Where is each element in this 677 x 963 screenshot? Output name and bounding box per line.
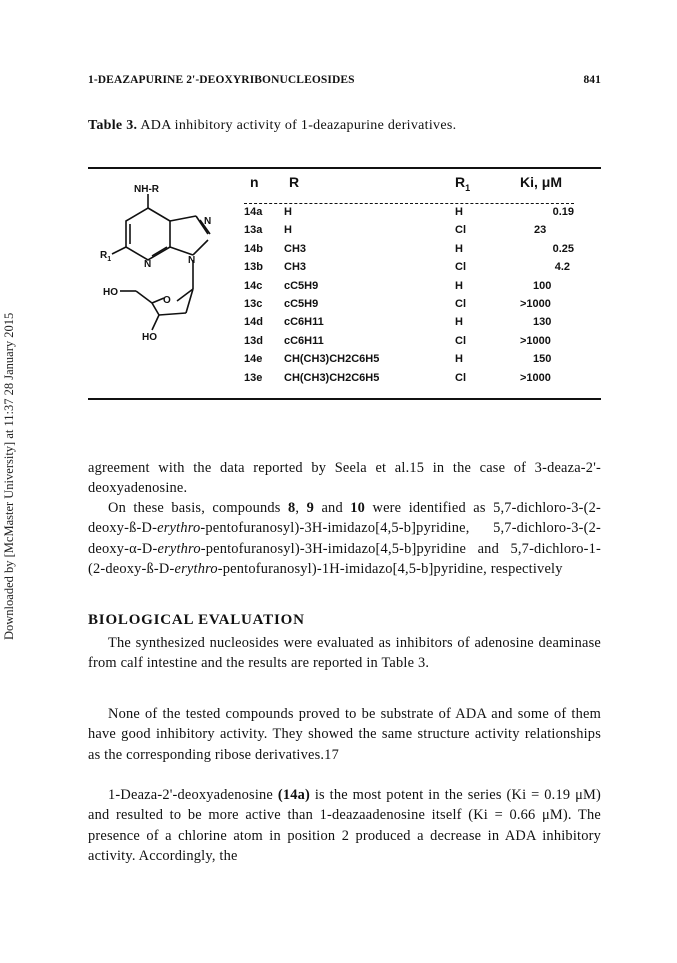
structure-drawing [100,178,250,358]
cell-r: CH(CH3)CH2C6H5 [284,371,380,384]
cell-ki: 23 [534,224,547,237]
table-row [244,353,574,371]
table-row [244,280,574,298]
cell-n: 13b [244,261,263,274]
cell-n: 13c [244,297,263,310]
cell-ki: 0.19 [552,206,574,218]
paragraph-substrate [88,704,601,765]
cell-r: H [284,206,292,218]
n7-label: N [204,216,212,227]
cell-r: H [284,224,292,237]
cell-r: cC6H11 [284,334,324,347]
cell-r: cC5H9 [284,297,319,310]
paragraph-text: The synthesized nucleosides were evaluated as inhibitors of adenosine deaminase from calf intestine and the results are reported in Table 3. [88,635,601,672]
ho-3prime-label: HO [142,332,157,343]
page-number: 841 [583,74,601,86]
table-bottom-rule [88,398,601,400]
table-row [244,224,574,242]
cell-n: 14a [244,206,263,218]
paragraph-continuation [88,458,601,499]
cell-n: 13d [244,334,263,347]
cell-r1: H [455,206,463,218]
table-caption-text: ADA inhibitory activity of 1-deazapurine derivatives. [140,118,457,133]
table-caption [88,118,456,134]
cell-ki: >1000 [520,334,551,347]
cell-ki: 130 [533,316,552,329]
paragraph-evaluation [88,633,601,674]
table-row [244,372,574,390]
table-row [244,206,574,224]
running-head [88,74,601,92]
cell-r1: H [455,279,463,292]
cell-r1: Cl [455,261,466,274]
cell-n: 14e [244,353,263,366]
paragraph-potency [88,785,601,866]
table-row [244,335,574,353]
col-header-r1: $R_1$ [455,174,471,193]
cell-ki: 4.2 [554,261,570,274]
cell-n: 13a [244,224,263,237]
cell-ki: 150 [533,353,552,366]
paragraph-body: On these basis, compounds 8, 9 and 10 were identified as 5,7-dichloro-3-(2-deoxy-ß-D-erythro-pentofuranosyl)-3H-imidazo[4,5-b]pyridine, 5,7-dichloro-3-(2-deoxy-α-D-erythro-pentofuranosyl)-3H-imidazo[4,5-b]pyridine and 5,7-dichloro-1-(2-deoxy-ß-D-erythro-pentofuranosyl)-1H-imidazo[4,5-b]pyridine, respectively [88,500,601,577]
cell-r1: Cl [455,297,466,310]
cell-r1: Cl [455,371,466,384]
cell-n: 14c [244,279,263,292]
cell-n: 14b [244,242,263,255]
cell-r1: H [455,316,463,329]
table-row [244,261,574,279]
table-row [244,243,574,261]
paragraph-text: agreement with the data reported by Seela et al.15 in the case of 3-deaza-2'-deoxyadenosine. [88,460,601,497]
cell-r: cC6H11 [284,316,324,329]
running-head-title: 1-DEAZAPURINE 2'-DEOXYRIBONUCLEOSIDES [88,74,355,86]
table-row [244,298,574,316]
paragraph-identification [88,498,601,579]
chemical-structure [100,178,250,358]
ring-oxygen-label: O [163,295,171,306]
cell-r: CH3 [284,261,307,274]
cell-r1: Cl [455,334,466,347]
nh-r-label: NH-R [134,184,159,195]
cell-r: cC5H9 [284,279,319,292]
header-dashed-rule [244,203,574,204]
paragraph-text: None of the tested compounds proved to be substrate of ADA and some of them have good inhibitory activity. They showed the same structure activity relationships as the corresponding ribose derivatives.17 [88,706,601,763]
cell-ki: 0.25 [552,242,574,255]
col-header-ki: Ki, μM [520,174,563,190]
cell-ki: >1000 [520,297,551,310]
cell-n: 14d [244,316,263,329]
cell-r1: H [455,242,463,255]
cell-n: 13e [244,371,263,384]
col-header-r: R [289,174,300,190]
n9-label: N [188,255,196,266]
cell-r1: H [455,353,463,366]
table-row [244,316,574,334]
cell-r1: Cl [455,224,466,237]
cell-r: CH(CH3)CH2C6H5 [284,353,380,366]
section-heading: BIOLOGICAL EVALUATION [88,612,305,628]
table-top-rule [88,167,601,169]
cell-ki: 100 [533,279,552,292]
ho-5prime-label: HO [103,287,118,298]
ada-inhibition-table [244,206,574,390]
paragraph-body: 1-Deaza-2'-deoxyadenosine (14a) is the most potent in the series (Ki = 0.19 μM) and resulted to be more active than 1-deazaadenosine itself (Ki = 0.66 μM). The presence of a chlorine atom in position 2 produced a decrease in ADA inhibitory activity. Accordingly, the [88,787,601,864]
col-header-n: n [250,174,259,190]
download-watermark-text: Downloaded by [McMaster University] at 11:37 28 January 2015 [2,312,16,640]
cell-ki: >1000 [520,371,551,384]
n3-label: N [144,259,152,270]
table-caption-label: Table 3. [88,118,138,133]
r1-label: $R_1$ [100,250,112,263]
cell-r: CH3 [284,242,307,255]
